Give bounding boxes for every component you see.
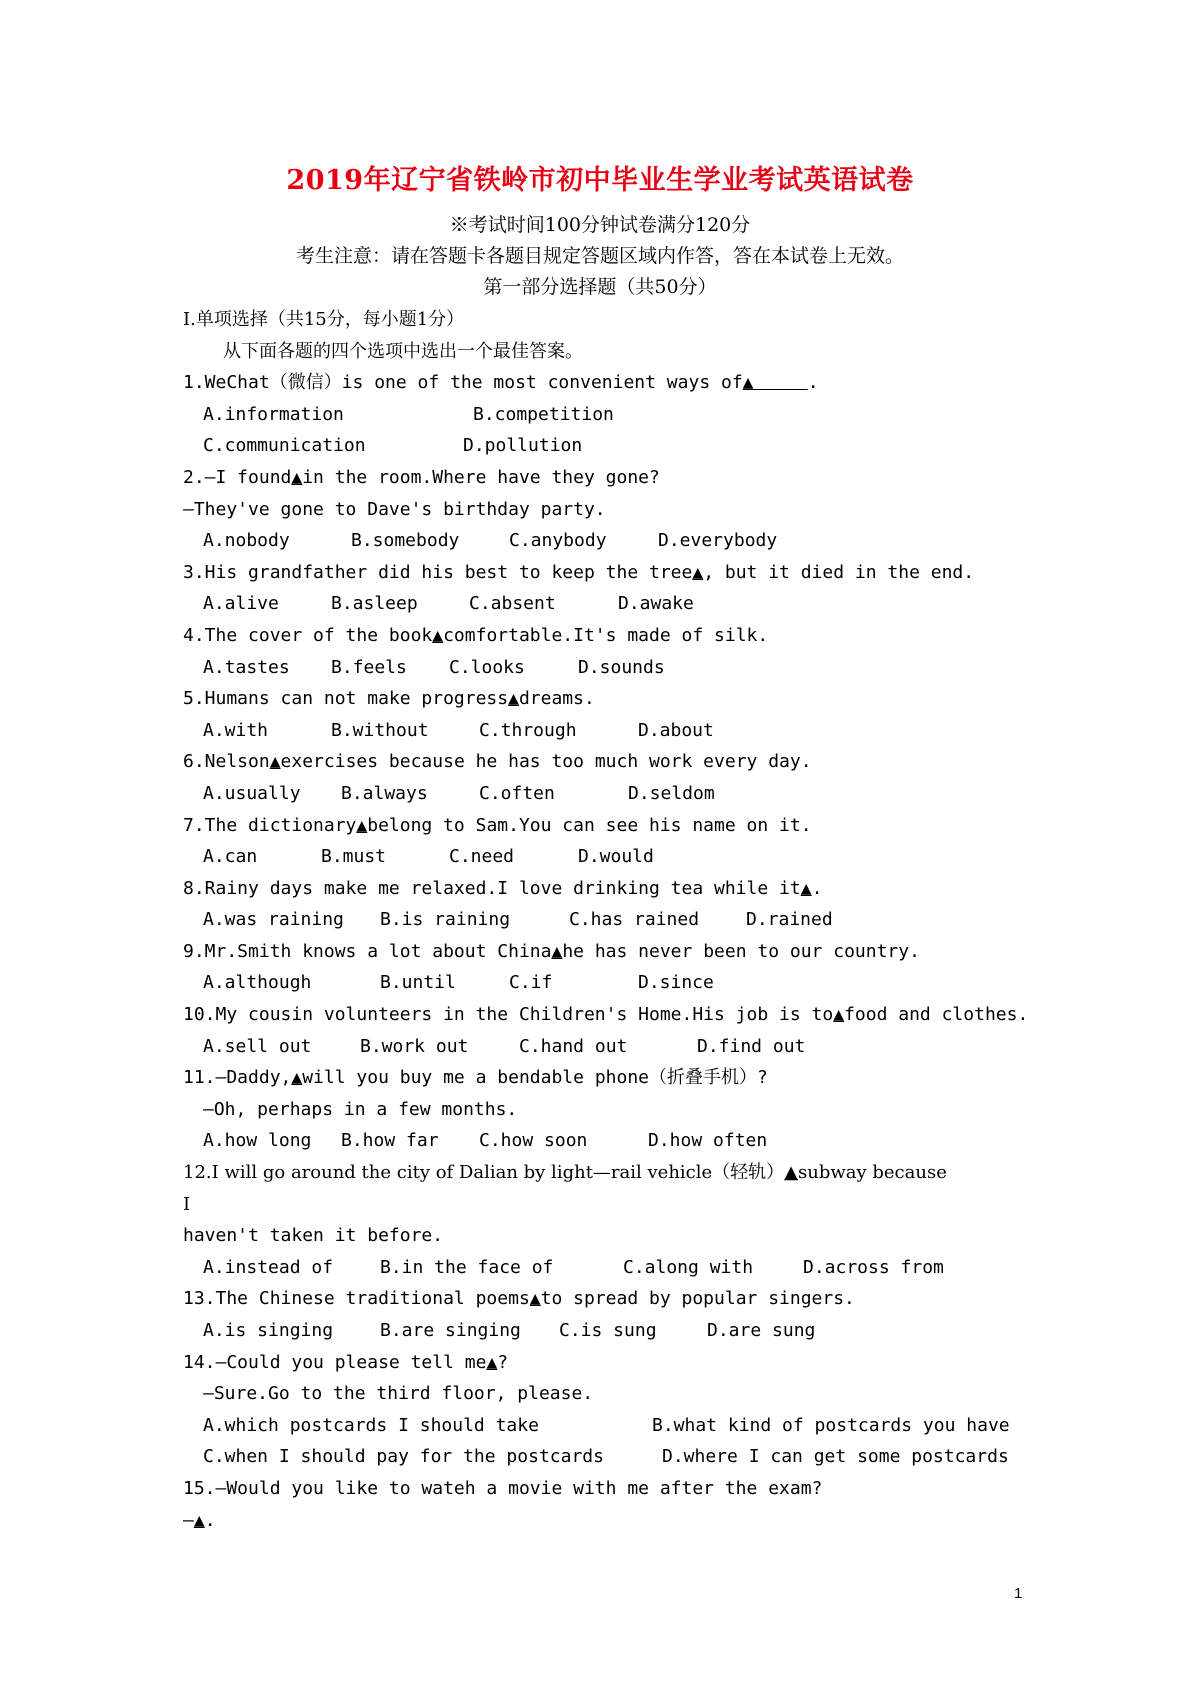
question-10-options [183,1031,1033,1063]
question-4-options [183,652,1033,684]
question-15: 15.—Would you like to wateh a movie with me after the exam? [183,1477,823,1499]
question-6-options [183,778,1033,810]
question-1: 1.WeChat（微信）is one of the most convenient ways of▲ . [183,367,1033,399]
question-12-options [183,1252,1033,1284]
exam-title: 2019年辽宁省铁岭市初中毕业生学业考试英语试卷 [286,165,914,196]
option-b: B.somebody [351,530,460,552]
option-c: C.is sung [559,1320,657,1341]
option-c: C.communication [203,435,366,457]
question-7-options [183,841,1033,873]
option-d: D.are sung [707,1320,816,1341]
option-b: B.until [380,972,456,994]
option-b: B.asleep [331,593,418,615]
option-c: C.often [479,782,555,804]
option-d: D.awake [618,593,694,615]
option-b: B.in the face of [380,1256,554,1278]
option-c: C.hand out [519,1035,628,1057]
answer-blank: ▲ [784,1162,798,1184]
answer-blank: ▲ [833,1004,845,1026]
answer-blank: ▲ [193,1509,205,1531]
option-a: A.sell out [203,1035,312,1057]
question-14-options-row1 [183,1410,1033,1442]
option-a: A.was raining [203,909,344,931]
option-a: A.although [203,972,312,994]
option-c: C.absent [469,593,556,615]
question-8-options [183,904,1033,936]
answer-blank: ▲ [432,624,444,646]
section-instruction: 从下面各题的四个选项中选出一个最佳答案。 [223,340,583,362]
answer-blank: ▲ [356,814,368,836]
question-2-reply: —They've gone to Dave's birthday party. [183,498,606,520]
answer-blank: ▲ [486,1351,498,1373]
option-a: A.which postcards I should take [203,1414,539,1436]
option-d: D.seldom [628,782,715,804]
option-a: A.alive [203,593,279,615]
question-3-options [183,588,1033,620]
question-8: 8.Rainy days make me relaxed.I love drinking tea while it▲. [183,873,1033,905]
option-d: D.rained [746,909,833,931]
option-b: B.what kind of postcards you have [652,1414,1010,1436]
option-d: D.sounds [578,656,665,678]
question-2-options [183,525,1033,557]
option-d: D.since [638,972,714,994]
option-a: A.how long [203,1130,312,1152]
option-a: A.instead of [203,1256,334,1278]
question-7: 7.The dictionary▲belong to Sam.You can see his name on it. [183,810,1033,842]
question-9: 9.Mr.Smith knows a lot about China▲he has never been to our country. [183,936,1033,968]
question-list [183,304,1033,1536]
answer-blank: ▲ [800,877,812,899]
option-c: C.anybody [509,530,607,552]
option-b: B.competition [473,403,614,425]
option-c: C.looks [449,656,525,678]
question-13: 13.The Chinese traditional poems▲to spread by popular singers. [183,1283,1033,1315]
option-b: B.without [331,719,429,741]
question-12: 12.I will go around the city of Dalian by light—rail vehicle（轻轨）▲subway because [183,1157,1033,1189]
question-15-reply: —▲. [183,1505,1033,1537]
option-c: C.how soon [479,1130,588,1152]
option-d: D.across from [803,1256,944,1278]
option-a: A.tastes [203,656,290,678]
part-heading: 第一部分选择题（共50分） [483,276,717,298]
page-number: 1 [1014,1585,1023,1602]
question-5: 5.Humans can not make progress▲dreams. [183,683,1033,715]
option-b: B.always [341,782,428,804]
answer-blank: ▲ [508,688,519,710]
option-a: A.usually [203,782,301,804]
question-6: 6.Nelson▲exercises because he has too much work every day. [183,746,1033,778]
question-12-wrap: I [183,1193,191,1215]
answer-blank: ▲ [692,561,704,583]
question-4: 4.The cover of the book▲comfortable.It's made of silk. [183,620,1033,652]
answer-blank: ▲ [551,940,563,962]
question-14-options-row2 [183,1441,1033,1473]
option-d: D.where I can get some postcards [662,1446,1009,1468]
option-d: D.find out [697,1035,806,1057]
section-title: I.单项选择（共15分，每小题1分） [183,309,465,330]
option-b: B.work out [360,1035,469,1057]
notice-line: 考生注意：请在答题卡各题目规定答题区域内作答，答在本试卷上无效。 [295,245,904,267]
option-c: C.if [509,972,553,994]
question-10: 10.My cousin volunteers in the Children's Home.His job is to▲food and clothes. [183,999,1033,1031]
question-13-options [183,1315,1033,1347]
option-a: A.nobody [203,530,290,552]
question-11-options [183,1125,1033,1157]
question-14: 14.—Could you please tell me▲? [183,1347,1033,1379]
option-a: A.can [203,846,258,868]
question-3: 3.His grandfather did his best to keep the tree▲, but it died in the end. [183,557,1033,589]
question-12-continued: haven't taken it before. [183,1225,444,1247]
exam-time-line: ※考试时间100分钟试卷满分120分 [449,214,751,236]
option-a: A.is singing [203,1320,334,1341]
option-d: D.about [638,719,714,741]
question-5-options [183,715,1033,747]
question-2: 2.—I found▲in the room.Where have they gone? [183,462,1033,494]
question-11-reply: —Oh, perhaps in a few months. [203,1098,518,1120]
option-b: B.are singing [380,1320,521,1341]
option-c: C.along with [623,1256,754,1278]
option-c: C.need [449,846,515,868]
answer-blank: ▲ [291,1067,303,1089]
question-11: 11.—Daddy,▲will you buy me a bendable phone（折叠手机）? [183,1062,1033,1094]
answer-blank: ▲ [291,466,303,488]
answer-blank: ▲ [269,751,281,773]
question-1-options-row2 [183,430,1033,462]
option-a: A.information [203,403,344,425]
option-d: D.how often [648,1130,768,1152]
option-d: D.pollution [463,435,583,457]
answer-blank: ▲ [529,1288,541,1310]
option-d: D.would [578,846,654,868]
answer-blank: ▲ [742,372,754,394]
option-b: B.must [321,846,387,868]
option-c: C.when I should pay for the postcards [203,1446,604,1468]
option-c: C.through [479,719,577,741]
option-b: B.feels [331,656,407,678]
option-d: D.everybody [658,530,778,552]
question-1-options-row1 [183,399,1033,431]
option-b: B.how far [341,1130,439,1152]
option-b: B.is raining [380,909,511,931]
question-9-options [183,967,1033,999]
option-a: A.with [203,719,269,741]
option-c: C.has rained [569,909,700,931]
question-14-reply: —Sure.Go to the third floor, please. [203,1383,594,1405]
